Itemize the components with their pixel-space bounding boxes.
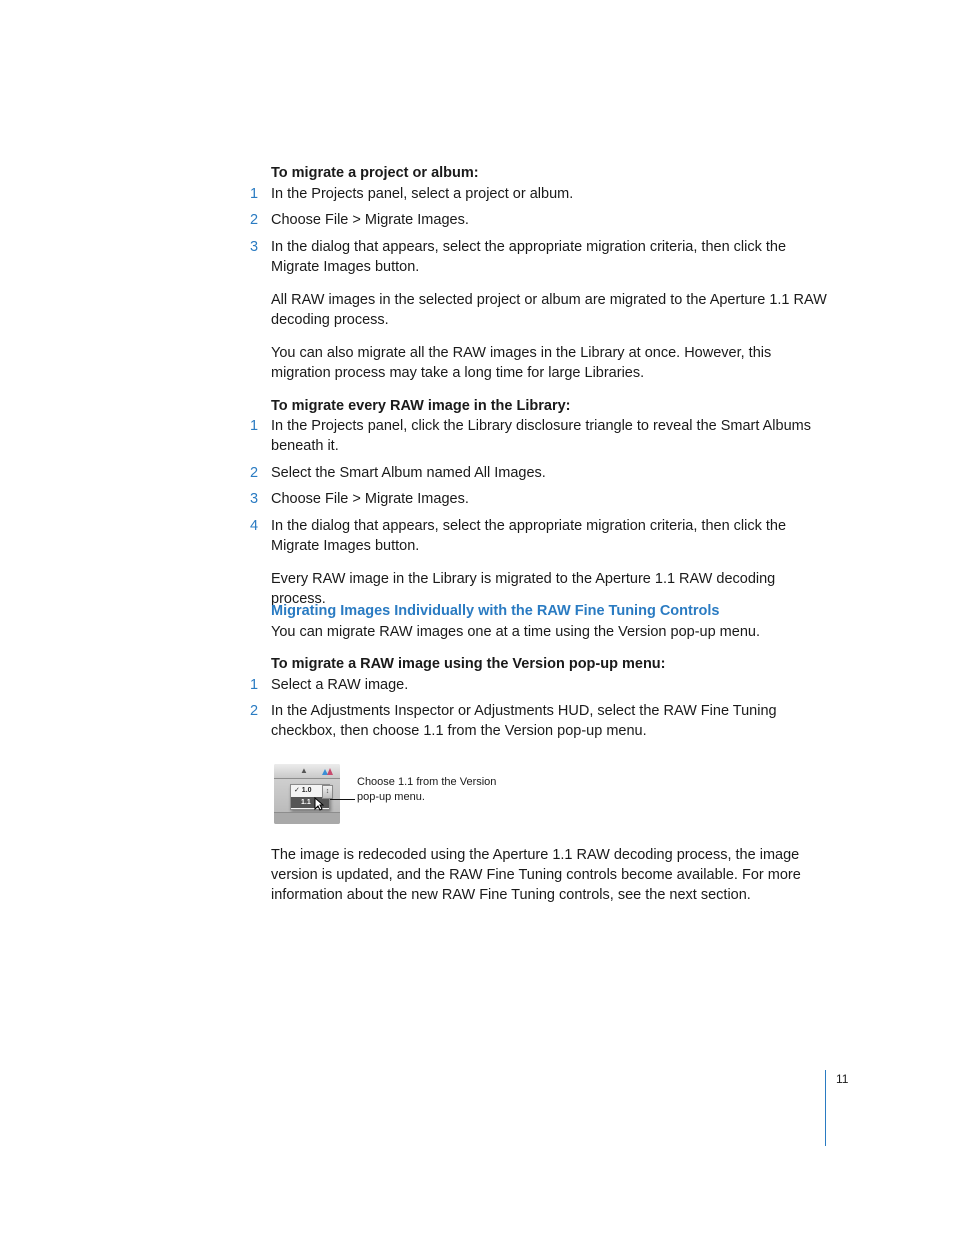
menu-item-version-1-1[interactable]: 1.1	[291, 797, 329, 808]
stepper-icon[interactable]: ↕	[322, 785, 333, 799]
task-heading-migrate-project: To migrate a project or album:	[271, 165, 479, 181]
step-number: 2	[250, 703, 259, 719]
step-number: 1	[250, 418, 259, 434]
page-number: 11	[836, 1072, 849, 1086]
result-paragraph: All RAW images in the selected project or album are migrated to the Aperture 1.1 RAW decoding process.	[271, 292, 827, 328]
note-paragraph: You can also migrate all the RAW images in the Library at once. However, this migration process may take a long time for large Libraries.	[271, 345, 772, 381]
step-text: Select the Smart Album named All Images.	[271, 465, 546, 481]
page-rule	[825, 1070, 826, 1146]
step-number: 4	[250, 518, 259, 534]
step-text: In the Adjustments Inspector or Adjustments HUD, select the RAW Fine Tuning checkbox, then choose 1.1 from the Version pop-up menu.	[271, 703, 777, 739]
step-text: Choose File > Migrate Images.	[271, 212, 469, 228]
section-heading: Migrating Images Individually with the RAW Fine Tuning Controls	[271, 603, 720, 619]
step-text: Choose File > Migrate Images.	[271, 491, 469, 507]
step-text: In the dialog that appears, select the appropriate migration criteria, then click the Migrate Images button.	[271, 239, 787, 275]
step-number: 3	[250, 491, 259, 507]
step-text: In the Projects panel, click the Library disclosure triangle to reveal the Smart Albums beneath it.	[271, 418, 811, 454]
step-text: In the Projects panel, select a project or album.	[271, 186, 574, 202]
section-intro: You can migrate RAW images one at a time using the Version pop-up menu.	[271, 624, 760, 640]
step-number: 2	[250, 465, 259, 481]
task-heading-migrate-library: To migrate every RAW image in the Library:	[271, 398, 571, 414]
cursor-icon	[314, 797, 324, 811]
adjustments-icon: ▲	[300, 766, 308, 775]
result-paragraph: Every RAW image in the Library is migrated to the Aperture 1.1 RAW decoding process.	[271, 571, 776, 607]
result-paragraph: The image is redecoded using the Aperture 1.1 RAW decoding process, the image version is updated, and the RAW Fine Tuning controls become available. For more information about the new RAW Fine Tuning controls, see the next section.	[271, 847, 801, 903]
task-heading-version-popup: To migrate a RAW image using the Version pop-up menu:	[271, 656, 666, 672]
step-number: 3	[250, 239, 259, 255]
step-text: Select a RAW image.	[271, 677, 409, 693]
figure-bottom-bar	[274, 812, 340, 824]
step-number: 2	[250, 212, 259, 228]
menu-item-version-1-0[interactable]: ✓ 1.0	[294, 787, 312, 794]
figure-callout: Choose 1.1 from the Version pop-up menu.	[357, 776, 497, 803]
step-number: 1	[250, 186, 259, 202]
step-text: In the dialog that appears, select the appropriate migration criteria, then click the Migrate Images button.	[271, 518, 787, 554]
version-popup-screenshot	[274, 764, 340, 824]
color-icon	[322, 767, 334, 775]
step-number: 1	[250, 677, 259, 693]
callout-line	[330, 799, 355, 800]
figure-toolbar	[274, 764, 340, 779]
